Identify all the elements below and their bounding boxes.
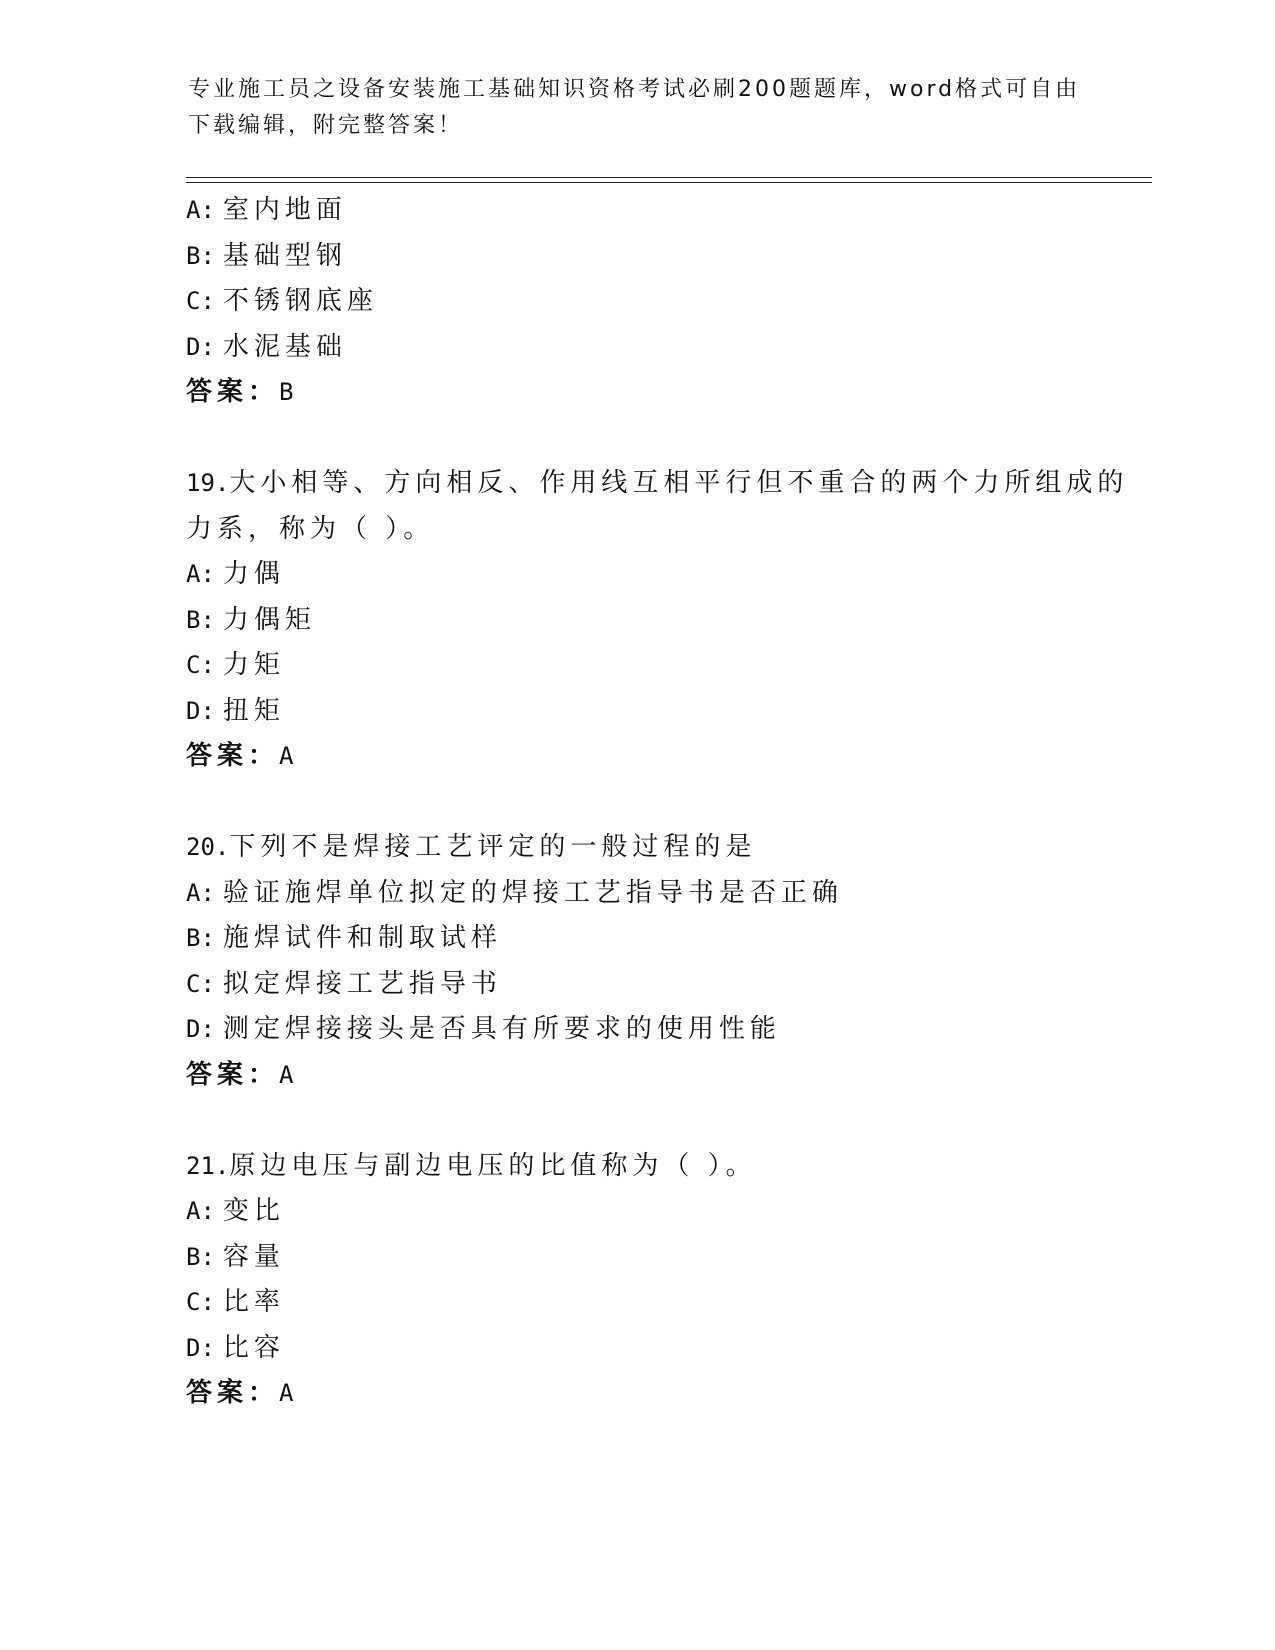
- answer-value: A: [279, 1379, 294, 1407]
- option-d: [186, 1326, 1146, 1372]
- option-b: [186, 598, 1146, 644]
- answer-line: [186, 1053, 1146, 1099]
- option-text: 力偶矩: [222, 604, 316, 635]
- option-a: [186, 871, 1146, 917]
- option-text: 拟定焊接工艺指导书: [222, 968, 502, 999]
- option-text: 扭矩: [222, 695, 285, 726]
- answer-label: 答案：: [186, 1059, 280, 1090]
- option-text: 力矩: [222, 650, 285, 680]
- question-stem: [186, 1144, 1146, 1190]
- header-divider-top: [186, 177, 1152, 178]
- question-number: 19.: [186, 469, 230, 497]
- option-text: 容量: [222, 1241, 285, 1272]
- option-letter: B:: [186, 924, 215, 952]
- question-number: 21.: [186, 1151, 230, 1180]
- option-letter: A:: [186, 878, 215, 907]
- option-text: 验证施焊单位拟定的焊接工艺指导书是否正确: [222, 877, 843, 908]
- option-d: [186, 1007, 1146, 1053]
- answer-line: [186, 1371, 1146, 1417]
- option-letter: C:: [186, 287, 215, 315]
- option-b: [186, 916, 1146, 962]
- option-d: [186, 325, 1146, 371]
- question-number: 20.: [186, 833, 230, 861]
- option-a: [186, 552, 1146, 598]
- question-block-21: [186, 1144, 1146, 1417]
- option-letter: B:: [186, 1242, 215, 1271]
- header-line-1: 专业施工员之设备安装施工基础知识资格考试必刷200题题库，word格式可自由: [188, 77, 1081, 102]
- answer-label: 答案：: [186, 377, 280, 407]
- question-list: [186, 188, 1146, 1417]
- option-text: 施焊试件和制取试样: [222, 923, 502, 953]
- option-letter: B:: [186, 605, 215, 634]
- question-stem-text: 大小相等、方向相反、作用线互相平行但不重合的两个力所组成的: [229, 468, 1129, 498]
- answer-label: 答案：: [186, 741, 280, 771]
- option-b: [186, 1235, 1146, 1281]
- answer-value: A: [279, 742, 294, 770]
- option-letter: C:: [186, 651, 215, 679]
- option-letter: A:: [186, 196, 215, 224]
- option-d: [186, 689, 1146, 735]
- answer-label: 答案：: [186, 1378, 280, 1408]
- document-header: [188, 72, 1081, 144]
- spacer: [186, 416, 1146, 462]
- option-text: 室内地面: [222, 195, 347, 225]
- option-letter: C:: [186, 969, 215, 998]
- option-letter: C:: [186, 1288, 215, 1316]
- option-c: [186, 1280, 1146, 1326]
- question-block-continued: [186, 188, 1146, 416]
- question-stem-text: 下列不是焊接工艺评定的一般过程的是: [229, 832, 757, 862]
- option-a: [186, 1189, 1146, 1235]
- option-text: 变比: [222, 1196, 285, 1226]
- spacer: [186, 1098, 1146, 1144]
- option-text: 比率: [222, 1287, 285, 1317]
- answer-value: A: [279, 1060, 294, 1089]
- question-stem: [186, 825, 1146, 871]
- option-letter: A:: [186, 1197, 215, 1225]
- answer-line: [186, 370, 1146, 416]
- option-letter: B:: [186, 241, 215, 270]
- option-a: [186, 188, 1146, 234]
- option-letter: D:: [186, 696, 215, 725]
- option-letter: D:: [186, 1015, 215, 1043]
- option-letter: A:: [186, 560, 215, 588]
- header-line-2: 下载编辑，附完整答案！: [188, 113, 464, 138]
- spacer: [186, 780, 1146, 826]
- option-c: [186, 279, 1146, 325]
- question-block-20: [186, 825, 1146, 1098]
- option-b: [186, 234, 1146, 280]
- option-text: 不锈钢底座: [222, 286, 378, 316]
- option-letter: D:: [186, 332, 215, 361]
- question-stem-continued: 力系，称为（ ）。: [186, 513, 435, 544]
- option-c: [186, 962, 1146, 1008]
- option-text: 水泥基础: [222, 331, 347, 362]
- option-text: 测定焊接接头是否具有所要求的使用性能: [222, 1014, 781, 1044]
- answer-value: B: [279, 378, 294, 406]
- option-c: [186, 643, 1146, 689]
- option-text: 力偶: [222, 559, 285, 589]
- question-stem-text: 原边电压与副边电压的比值称为（ ）。: [229, 1150, 757, 1181]
- question-stem: [186, 461, 1146, 507]
- option-text: 比容: [222, 1332, 285, 1363]
- option-letter: D:: [186, 1333, 215, 1362]
- answer-line: [186, 734, 1146, 780]
- question-block-19: [186, 461, 1146, 780]
- header-divider-bottom: [186, 182, 1152, 183]
- option-text: 基础型钢: [222, 240, 347, 271]
